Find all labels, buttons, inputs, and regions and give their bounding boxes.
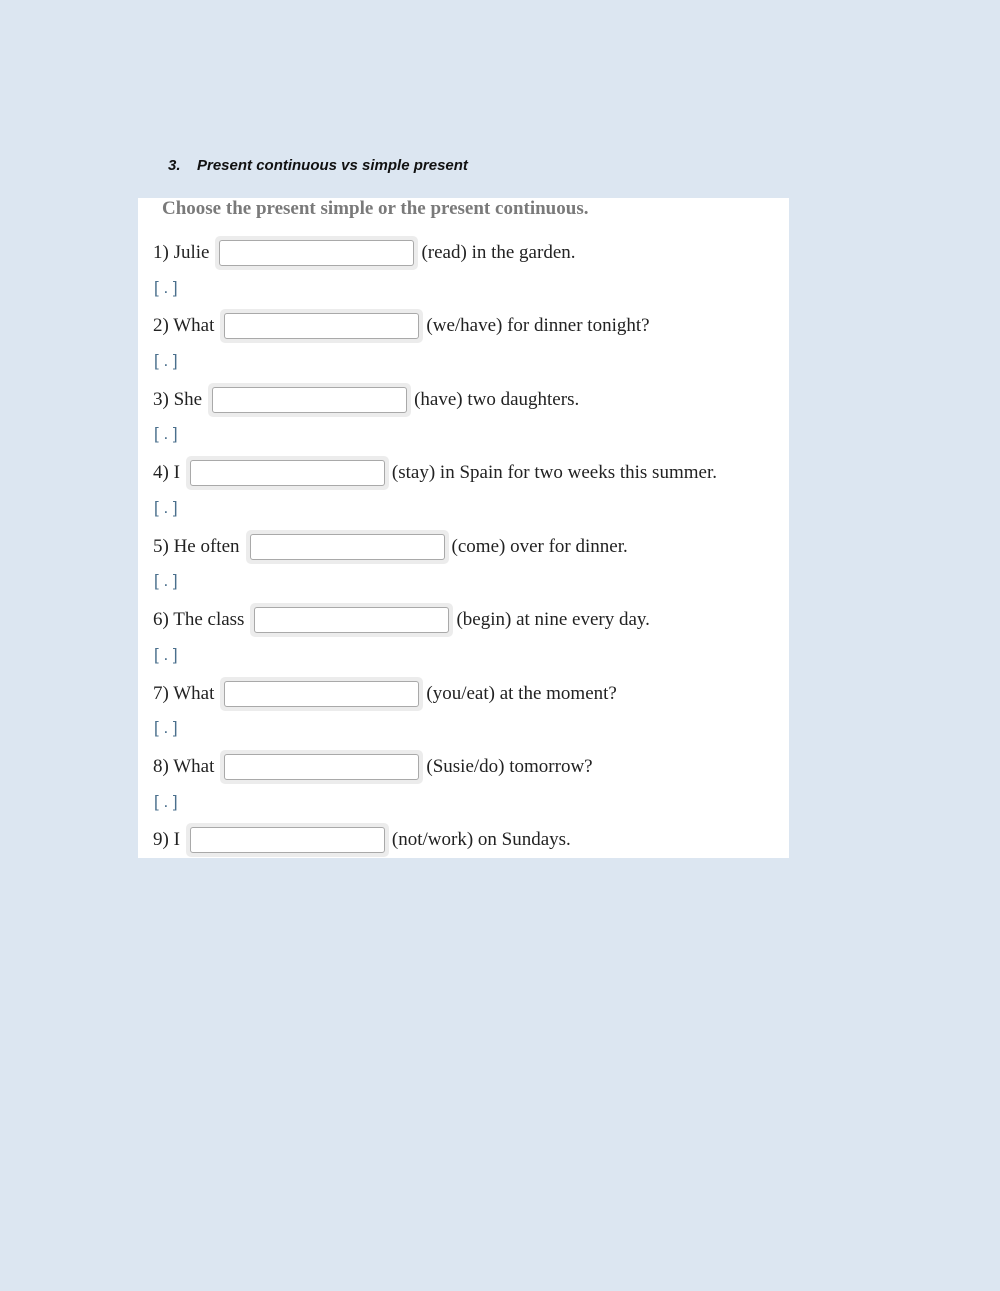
question-8-suffix: (Susie/do) tomorrow? xyxy=(426,756,593,777)
question-row-4 xyxy=(153,455,717,491)
question-4-suffix: (stay) in Spain for two weeks this summer. xyxy=(391,462,717,483)
question-6-answer-input[interactable] xyxy=(254,607,449,633)
question-5-suffix: (come) over for dinner. xyxy=(451,536,628,557)
section-heading xyxy=(168,157,468,174)
question-5-answer-input[interactable] xyxy=(250,534,445,560)
question-9-gap xyxy=(186,823,389,857)
question-1-prefix: 1) Julie xyxy=(153,242,210,263)
question-3-prefix: 3) She xyxy=(153,389,203,410)
question-9-prefix: 9) I xyxy=(153,829,180,850)
question-row-3 xyxy=(153,382,579,418)
question-6-suffix: (begin) at nine every day. xyxy=(456,609,650,630)
question-5-prefix: 5) He often xyxy=(153,536,240,557)
question-row-9 xyxy=(153,822,571,858)
question-2-suffix: (we/have) for dinner tonight? xyxy=(426,315,650,336)
question-6-feedback: [ . ] xyxy=(154,645,178,664)
question-row-8 xyxy=(153,749,593,785)
question-3-suffix: (have) two daughters. xyxy=(414,389,580,410)
question-row-5 xyxy=(153,529,628,565)
question-4-prefix: 4) I xyxy=(153,462,180,483)
question-2-prefix: 2) What xyxy=(153,315,215,336)
question-8-answer-input[interactable] xyxy=(224,754,419,780)
question-row-6 xyxy=(153,602,650,638)
exercise-instruction: Choose the present simple or the present continuous. xyxy=(162,198,589,219)
question-1-feedback: [ . ] xyxy=(154,278,178,297)
section-title: Present continuous vs simple present xyxy=(197,157,468,174)
question-3-answer-input[interactable] xyxy=(212,387,407,413)
question-5-feedback: [ . ] xyxy=(154,571,178,590)
question-4-gap xyxy=(186,456,389,490)
question-7-answer-input[interactable] xyxy=(224,681,419,707)
question-5-gap xyxy=(246,530,449,564)
question-9-suffix: (not/work) on Sundays. xyxy=(391,829,571,850)
question-1-gap xyxy=(215,236,418,270)
question-row-7 xyxy=(153,676,617,712)
question-3-feedback: [ . ] xyxy=(154,424,178,443)
section-number: 3. xyxy=(168,157,181,174)
exercise-panel xyxy=(138,198,789,858)
question-2-answer-input[interactable] xyxy=(224,313,419,339)
question-7-feedback: [ . ] xyxy=(154,718,178,737)
question-row-1 xyxy=(153,235,576,271)
question-7-prefix: 7) What xyxy=(153,683,215,704)
question-9-answer-input[interactable] xyxy=(190,827,385,853)
question-8-prefix: 8) What xyxy=(153,756,215,777)
question-1-suffix: (read) in the garden. xyxy=(421,242,576,263)
question-3-gap xyxy=(208,383,411,417)
question-8-feedback: [ . ] xyxy=(154,792,178,811)
question-7-suffix: (you/eat) at the moment? xyxy=(426,683,617,704)
question-6-gap xyxy=(250,603,453,637)
question-row-2 xyxy=(153,308,650,344)
question-6-prefix: 6) The class xyxy=(153,609,245,630)
question-2-feedback: [ . ] xyxy=(154,351,178,370)
question-4-feedback: [ . ] xyxy=(154,498,178,517)
question-7-gap xyxy=(220,677,423,711)
question-8-gap xyxy=(220,750,423,784)
question-4-answer-input[interactable] xyxy=(190,460,385,486)
question-1-answer-input[interactable] xyxy=(219,240,414,266)
question-2-gap xyxy=(220,309,423,343)
